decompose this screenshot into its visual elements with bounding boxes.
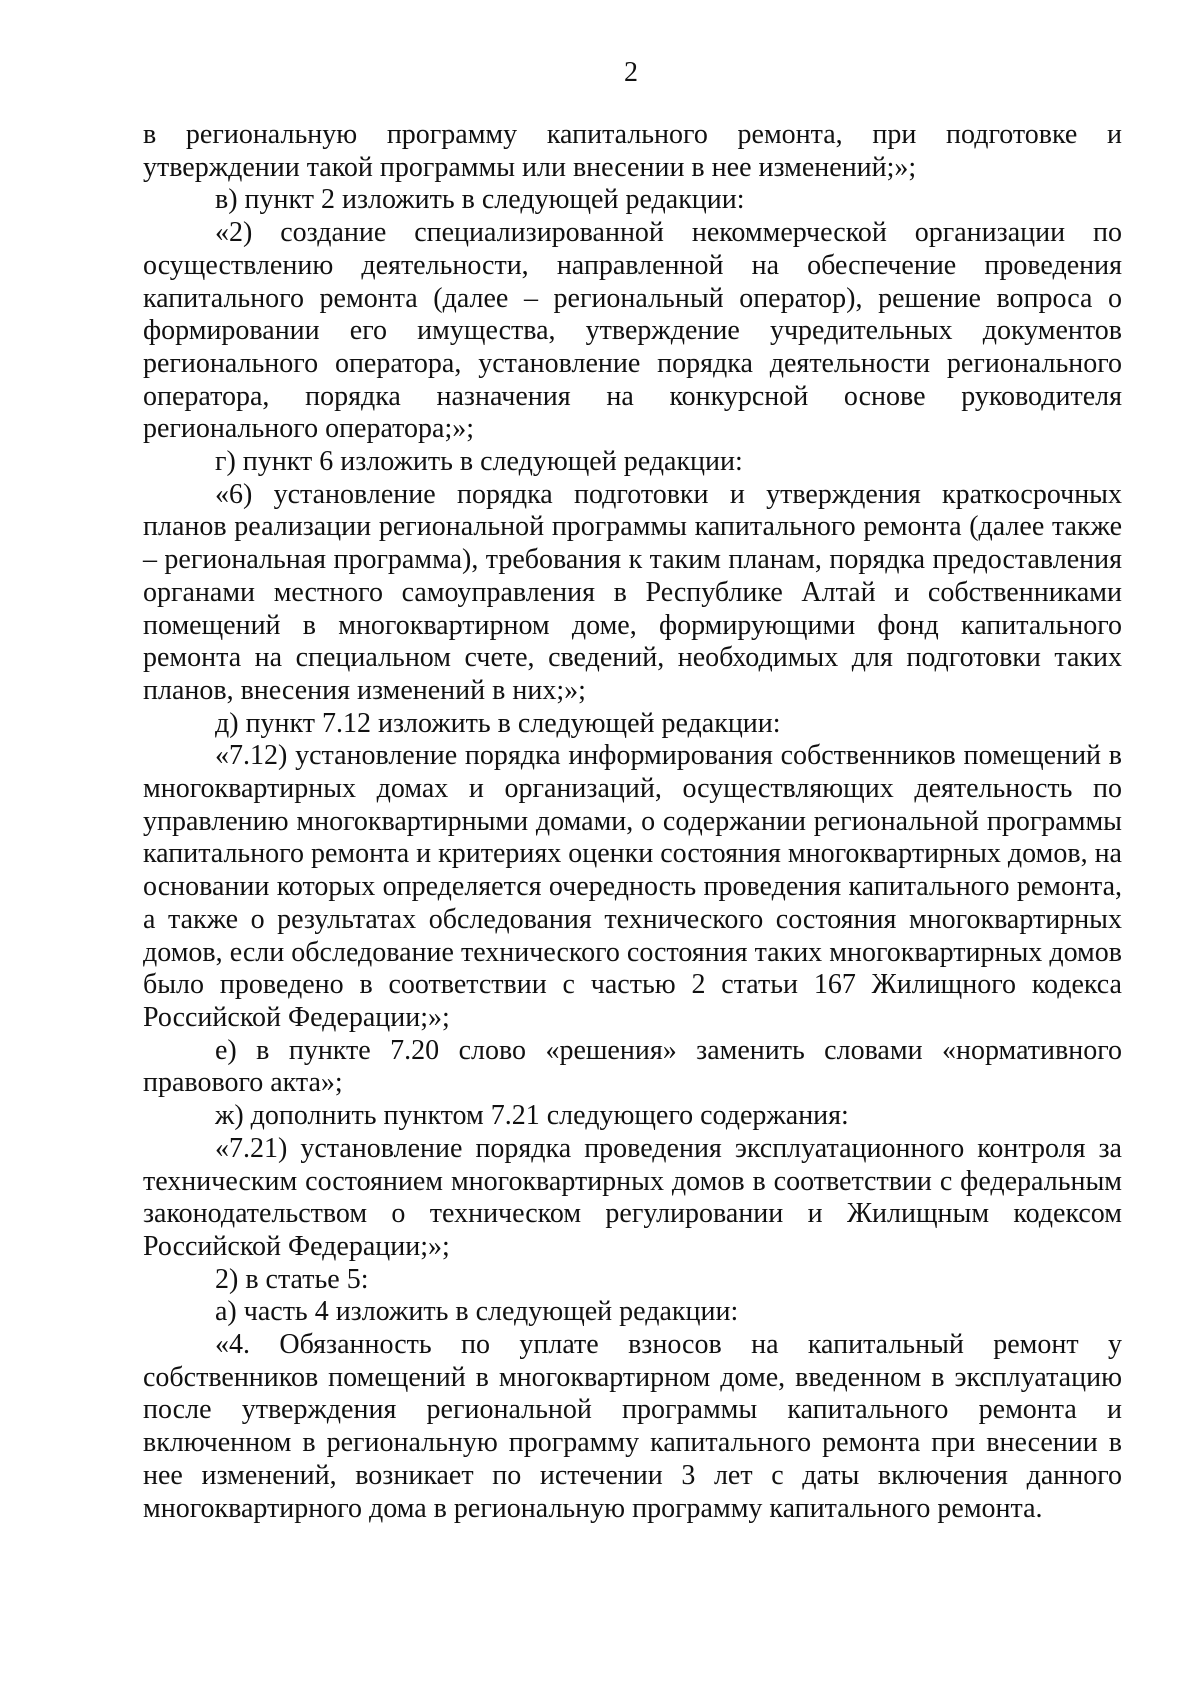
paragraph: «2) создание специализированной некоммерческой организации по осуществлению деятельности, направленной на обеспечение проведения капитального ремонта (далее – региональный оператор), решение вопроса о формировании его имущества, утверждение учредительных документов регионального оператора, установление порядка деятельности регионального оператора, порядка назначения на конкурсной основе руководителя регионального оператора;»;: [143, 217, 1122, 445]
paragraph: «4. Обязанность по уплате взносов на капитальный ремонт у собственников помещений в многоквартирном доме, введенном в эксплуатацию после утверждения региональной программы капитального ремонта и включенном в региональную программу капитального ремонта при внесении в нее изменений, возникает по истечении 3 лет с даты включения данного многоквартирного дома в региональную программу капитального ремонта.: [143, 1329, 1122, 1524]
paragraph: в) пункт 2 изложить в следующей редакции:: [215, 184, 745, 216]
paragraph: в региональную программу капитального ремонта, при подготовке и утверждении такой программы или внесении в нее изменений;»;: [143, 119, 1122, 183]
paragraph: е) в пункте 7.20 слово «решения» заменить словами «нормативного правового акта»;: [143, 1034, 1122, 1099]
document-body: [143, 119, 1122, 1525]
paragraph: ж) дополнить пунктом 7.21 следующего содержания:: [215, 1100, 849, 1132]
paragraph: «7.12) установление порядка информирования собственников помещений в многоквартирных домах и организаций, осуществляющих деятельность по управлению многоквартирными домами, о содержании региональной программы капитального ремонта и критериях оценки состояния многоквартирных домов, на основании которых определяется очередность проведения капитального ремонта, а также о результатах обследования технического состояния многоквартирных домов, если обследование технического состояния таких многоквартирных домов было проведено в соответствии с частью 2 статьи 167 Жилищного кодекса Российской Федерации;»;: [143, 740, 1122, 1033]
paragraph: а) часть 4 изложить в следующей редакции:: [215, 1296, 739, 1328]
paragraph: 2) в статье 5:: [215, 1263, 369, 1295]
paragraph: «6) установление порядка подготовки и утверждения краткосрочных планов реализации региональной программы капитального ремонта (далее также – региональная программа), требования к таким планам, порядка предоставления органами местного самоуправления в Республике Алтай и собственниками помещений в многоквартирном доме, формирующими фонд капитального ремонта на специальном счете, сведений, необходимых для подготовки таких планов, внесения изменений в них;»;: [143, 478, 1122, 706]
paragraph: г) пункт 6 изложить в следующей редакции:: [215, 446, 743, 478]
page-number: 2: [624, 57, 638, 88]
paragraph: д) пункт 7.12 изложить в следующей редакции:: [215, 707, 781, 739]
paragraph: «7.21) установление порядка проведения эксплуатационного контроля за техническим состоянием многоквартирных домов в соответствии с федеральным законодательством о техническом регулировании и Жилищным кодексом Российской Федерации;»;: [143, 1132, 1122, 1262]
